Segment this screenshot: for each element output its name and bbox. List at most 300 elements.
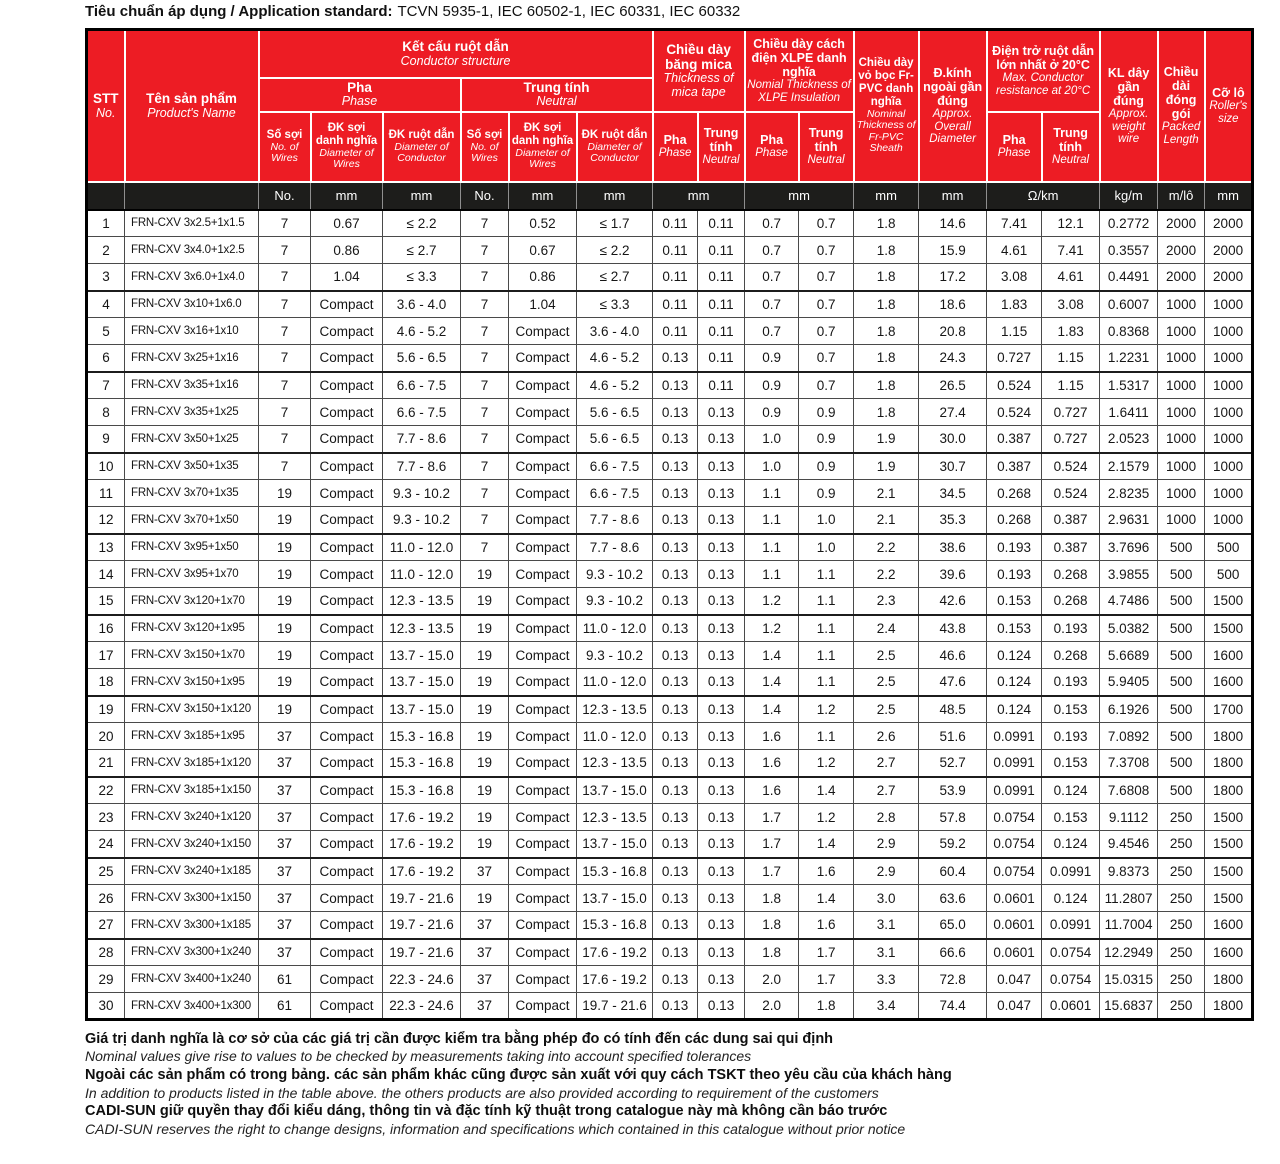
cell-phase-conductor-diameter: 7.7 - 8.6	[383, 426, 461, 453]
cell-stt: 11	[87, 480, 125, 507]
cell-weight: 7.3708	[1100, 750, 1158, 777]
cell-phase-wire-diameter: Compact	[311, 993, 383, 1020]
cell-sheath-thickness: 2.3	[854, 588, 919, 615]
cell-mica-phase: 0.13	[653, 777, 698, 804]
cell-weight: 1.2231	[1100, 345, 1158, 372]
cell-mica-phase: 0.13	[653, 480, 698, 507]
cell-overall-diameter: 63.6	[919, 885, 987, 912]
cell-roller-size: 500	[1205, 534, 1253, 561]
cell-resistance-neutral: 0.524	[1042, 453, 1100, 480]
cell-phase-conductor-diameter: 13.7 - 15.0	[383, 642, 461, 669]
cell-product-name: FRN-CXV 3x35+1x25	[125, 399, 259, 426]
cell-mica-neutral: 0.13	[698, 534, 745, 561]
cell-mica-neutral: 0.13	[698, 750, 745, 777]
cell-phase-wire-diameter: Compact	[311, 561, 383, 588]
cell-stt: 16	[87, 615, 125, 642]
cell-xlpe-phase: 1.1	[745, 534, 799, 561]
cell-neutral-wires: 37	[461, 858, 509, 885]
cell-phase-wires: 37	[259, 777, 311, 804]
cell-stt: 30	[87, 993, 125, 1020]
cell-mica-neutral: 0.13	[698, 966, 745, 993]
cell-phase-wire-diameter: 0.86	[311, 237, 383, 264]
cell-resistance-neutral: 0.193	[1042, 723, 1100, 750]
cell-neutral-wires: 19	[461, 723, 509, 750]
cell-phase-wires: 7	[259, 426, 311, 453]
cell-mica-phase: 0.13	[653, 993, 698, 1020]
col-header-resistance-phase-vi: Pha	[1002, 133, 1026, 148]
cell-roller-size: 1500	[1205, 804, 1253, 831]
cell-mica-phase: 0.13	[653, 696, 698, 723]
cell-resistance-neutral: 0.124	[1042, 831, 1100, 858]
cell-neutral-conductor-diameter: 15.3 - 16.8	[577, 858, 653, 885]
cell-neutral-wire-diameter: Compact	[509, 480, 577, 507]
cell-product-name: FRN-CXV 3x120+1x95	[125, 615, 259, 642]
cell-mica-neutral: 0.13	[698, 642, 745, 669]
cell-overall-diameter: 65.0	[919, 912, 987, 939]
cell-neutral-conductor-diameter: 13.7 - 15.0	[577, 885, 653, 912]
cell-sheath-thickness: 1.8	[854, 318, 919, 345]
col-header-sheath-en: Nominal Thickness of Fr-PVC Sheath	[856, 107, 916, 154]
cell-xlpe-neutral: 0.7	[799, 291, 854, 318]
cell-sheath-thickness: 1.8	[854, 291, 919, 318]
group-header-phase-vi: Pha	[347, 80, 372, 96]
group-header-phase-en: Phase	[341, 94, 378, 109]
cell-neutral-wires: 7	[461, 480, 509, 507]
cell-roller-size: 1000	[1205, 426, 1253, 453]
col-header-packed-length-vi: Chiều dài đóng gói	[1163, 65, 1199, 122]
footnote-vi: Ngoài các sản phẩm có trong bảng. các sản phẩm khác cũng được sản xuất với quy cách TSKT theo yêu cầu của khách hàng	[85, 1067, 952, 1084]
cell-xlpe-phase: 1.4	[745, 669, 799, 696]
cell-mica-phase: 0.13	[653, 345, 698, 372]
cell-roller-size: 1000	[1205, 480, 1253, 507]
cell-overall-diameter: 46.6	[919, 642, 987, 669]
cell-mica-neutral: 0.13	[698, 696, 745, 723]
cell-neutral-wire-diameter: Compact	[509, 723, 577, 750]
cell-neutral-wire-diameter: Compact	[509, 561, 577, 588]
col-header-overall-diameter-vi: Đ.kính ngoài gần đúng	[923, 66, 983, 109]
unit-cell: No.	[461, 182, 509, 210]
cell-neutral-wires: 7	[461, 318, 509, 345]
cell-mica-phase: 0.11	[653, 318, 698, 345]
table-row	[87, 723, 1253, 750]
cell-xlpe-neutral: 1.2	[799, 696, 854, 723]
cell-roller-size: 1500	[1205, 615, 1253, 642]
cell-mica-neutral: 0.13	[698, 426, 745, 453]
cell-xlpe-phase: 1.7	[745, 804, 799, 831]
cell-roller-size: 2000	[1205, 237, 1253, 264]
cell-neutral-conductor-diameter: 11.0 - 12.0	[577, 669, 653, 696]
col-header-stt-vi: STT	[93, 91, 119, 107]
cell-neutral-wires: 37	[461, 912, 509, 939]
cell-neutral-wires: 19	[461, 750, 509, 777]
cell-resistance-neutral: 0.0754	[1042, 966, 1100, 993]
cell-mica-neutral: 0.13	[698, 588, 745, 615]
cell-packed-length: 250	[1158, 966, 1205, 993]
col-header-product-name	[125, 30, 259, 182]
cell-neutral-conductor-diameter: 5.6 - 6.5	[577, 426, 653, 453]
cell-mica-phase: 0.13	[653, 588, 698, 615]
cell-neutral-wire-diameter: Compact	[509, 345, 577, 372]
cell-neutral-conductor-diameter: 12.3 - 13.5	[577, 804, 653, 831]
cell-resistance-neutral: 0.727	[1042, 399, 1100, 426]
cell-mica-neutral: 0.13	[698, 480, 745, 507]
cell-phase-conductor-diameter: 22.3 - 24.6	[383, 966, 461, 993]
cell-weight: 0.6007	[1100, 291, 1158, 318]
table-row	[87, 237, 1253, 264]
cell-phase-conductor-diameter: 9.3 - 10.2	[383, 507, 461, 534]
col-header-overall-diameter-en: Approx. Overall Diameter	[929, 108, 976, 145]
cell-mica-neutral: 0.11	[698, 372, 745, 399]
cell-product-name: FRN-CXV 3x120+1x70	[125, 588, 259, 615]
cell-neutral-wire-diameter: Compact	[509, 534, 577, 561]
cell-mica-neutral: 0.13	[698, 993, 745, 1020]
cell-mica-phase: 0.13	[653, 399, 698, 426]
cell-resistance-phase: 4.61	[987, 237, 1042, 264]
cell-product-name: FRN-CXV 3x70+1x35	[125, 480, 259, 507]
cell-sheath-thickness: 1.8	[854, 210, 919, 237]
cell-weight: 2.9631	[1100, 507, 1158, 534]
cell-sheath-thickness: 2.8	[854, 804, 919, 831]
unit-cell: mm	[919, 182, 987, 210]
cell-neutral-wire-diameter: Compact	[509, 318, 577, 345]
cell-neutral-conductor-diameter: 17.6 - 19.2	[577, 939, 653, 966]
cell-xlpe-phase: 1.7	[745, 858, 799, 885]
cell-xlpe-neutral: 1.6	[799, 912, 854, 939]
cell-overall-diameter: 35.3	[919, 507, 987, 534]
cell-neutral-wire-diameter: Compact	[509, 777, 577, 804]
cell-mica-phase: 0.13	[653, 507, 698, 534]
cell-roller-size: 1600	[1205, 669, 1253, 696]
col-header-overall-diameter	[919, 30, 987, 182]
cell-neutral-conductor-diameter: 11.0 - 12.0	[577, 615, 653, 642]
cell-neutral-wire-diameter: Compact	[509, 669, 577, 696]
group-header-mica-en: Thickness of mica tape	[663, 71, 734, 99]
cell-neutral-wires: 7	[461, 237, 509, 264]
cell-neutral-wire-diameter: Compact	[509, 426, 577, 453]
cell-stt: 20	[87, 723, 125, 750]
col-header-sheath-vi: Chiều dày vỏ bọc Fr-PVC danh nghĩa	[858, 57, 914, 108]
cell-product-name: FRN-CXV 3x2.5+1x1.5	[125, 210, 259, 237]
cell-product-name: FRN-CXV 3x185+1x120	[125, 750, 259, 777]
cell-mica-phase: 0.13	[653, 966, 698, 993]
cell-weight: 7.0892	[1100, 723, 1158, 750]
cell-mica-neutral: 0.13	[698, 561, 745, 588]
col-header-xlpe-phase-en: Phase	[755, 147, 788, 160]
cell-weight: 3.9855	[1100, 561, 1158, 588]
table-row	[87, 480, 1253, 507]
cell-product-name: FRN-CXV 3x150+1x70	[125, 642, 259, 669]
col-header-neutral-wire-diameter-en: Diameter of Wires	[515, 147, 570, 171]
cell-phase-wires: 37	[259, 804, 311, 831]
cell-phase-conductor-diameter: 6.6 - 7.5	[383, 372, 461, 399]
cell-phase-wires: 7	[259, 372, 311, 399]
cell-resistance-phase: 0.153	[987, 588, 1042, 615]
cell-xlpe-phase: 0.7	[745, 237, 799, 264]
cell-packed-length: 1000	[1158, 345, 1205, 372]
cell-roller-size: 1500	[1205, 885, 1253, 912]
cell-mica-phase: 0.11	[653, 264, 698, 291]
cell-phase-wire-diameter: Compact	[311, 750, 383, 777]
cell-packed-length: 250	[1158, 804, 1205, 831]
cell-mica-neutral: 0.13	[698, 615, 745, 642]
cell-resistance-phase: 0.268	[987, 480, 1042, 507]
cell-weight: 2.0523	[1100, 426, 1158, 453]
cell-overall-diameter: 17.2	[919, 264, 987, 291]
cell-mica-phase: 0.13	[653, 723, 698, 750]
cell-mica-phase: 0.11	[653, 237, 698, 264]
cell-phase-wires: 19	[259, 507, 311, 534]
cell-phase-conductor-diameter: 19.7 - 21.6	[383, 885, 461, 912]
cell-roller-size: 500	[1205, 561, 1253, 588]
cell-overall-diameter: 20.8	[919, 318, 987, 345]
cell-product-name: FRN-CXV 3x16+1x10	[125, 318, 259, 345]
cell-overall-diameter: 30.7	[919, 453, 987, 480]
unit-cell: mm	[1205, 182, 1253, 210]
group-header-mica	[653, 30, 745, 112]
cell-neutral-conductor-diameter: 12.3 - 13.5	[577, 696, 653, 723]
cell-xlpe-phase: 0.7	[745, 264, 799, 291]
cell-product-name: FRN-CXV 3x300+1x240	[125, 939, 259, 966]
col-header-packed-length-en: Packed Length	[1161, 121, 1201, 146]
cell-phase-conductor-diameter: 6.6 - 7.5	[383, 399, 461, 426]
cell-resistance-neutral: 0.0754	[1042, 939, 1100, 966]
cell-mica-phase: 0.13	[653, 372, 698, 399]
footnote-en: In addition to products listed in the table above. the others products are also provided according to requirement of the customers	[85, 1084, 879, 1101]
cell-phase-wire-diameter: 0.67	[311, 210, 383, 237]
cell-overall-diameter: 74.4	[919, 993, 987, 1020]
cell-xlpe-phase: 0.9	[745, 345, 799, 372]
cell-phase-conductor-diameter: 9.3 - 10.2	[383, 480, 461, 507]
table-row	[87, 939, 1253, 966]
cell-weight: 0.8368	[1100, 318, 1158, 345]
cell-resistance-phase: 0.0601	[987, 939, 1042, 966]
cell-phase-conductor-diameter: 15.3 - 16.8	[383, 777, 461, 804]
cell-xlpe-phase: 1.7	[745, 831, 799, 858]
unit-cell: mm	[509, 182, 577, 210]
footnotes	[85, 1030, 1251, 1139]
cell-mica-neutral: 0.13	[698, 858, 745, 885]
cell-neutral-wire-diameter: 1.04	[509, 291, 577, 318]
cell-stt: 14	[87, 561, 125, 588]
cell-resistance-phase: 0.0601	[987, 912, 1042, 939]
col-header-phase-wire-diameter	[311, 112, 383, 182]
cell-resistance-neutral: 0.268	[1042, 588, 1100, 615]
cell-xlpe-phase: 1.2	[745, 615, 799, 642]
cell-phase-conductor-diameter: 17.6 - 19.2	[383, 804, 461, 831]
cell-resistance-neutral: 0.387	[1042, 534, 1100, 561]
cell-resistance-neutral: 0.153	[1042, 696, 1100, 723]
cell-weight: 9.1112	[1100, 804, 1158, 831]
cell-roller-size: 1000	[1205, 291, 1253, 318]
cell-xlpe-neutral: 1.2	[799, 804, 854, 831]
cell-phase-wires: 37	[259, 885, 311, 912]
cell-mica-neutral: 0.13	[698, 777, 745, 804]
cell-overall-diameter: 43.8	[919, 615, 987, 642]
cell-roller-size: 2000	[1205, 264, 1253, 291]
col-header-xlpe-neutral-vi: Trung tính	[808, 126, 844, 155]
col-header-roller-size-vi: Cỡ lô	[1212, 86, 1245, 101]
cell-mica-neutral: 0.13	[698, 831, 745, 858]
cell-product-name: FRN-CXV 3x4.0+1x2.5	[125, 237, 259, 264]
cell-neutral-wire-diameter: Compact	[509, 750, 577, 777]
cell-resistance-phase: 0.0991	[987, 777, 1042, 804]
unit-cell: mm	[653, 182, 745, 210]
table-header	[87, 30, 1253, 210]
cell-phase-wires: 37	[259, 912, 311, 939]
cell-sheath-thickness: 1.8	[854, 345, 919, 372]
cell-neutral-wires: 7	[461, 507, 509, 534]
cell-roller-size: 2000	[1205, 210, 1253, 237]
col-header-sheath	[854, 30, 919, 182]
cell-product-name: FRN-CXV 3x240+1x120	[125, 804, 259, 831]
unit-cell	[125, 182, 259, 210]
cell-roller-size: 1000	[1205, 453, 1253, 480]
unit-cell: No.	[259, 182, 311, 210]
cell-resistance-neutral: 0.153	[1042, 804, 1100, 831]
cell-phase-wire-diameter: Compact	[311, 696, 383, 723]
cell-resistance-phase: 0.0601	[987, 885, 1042, 912]
cell-xlpe-phase: 1.2	[745, 588, 799, 615]
table-row	[87, 453, 1253, 480]
cell-mica-phase: 0.11	[653, 210, 698, 237]
cell-resistance-phase: 1.15	[987, 318, 1042, 345]
cell-product-name: FRN-CXV 3x400+1x300	[125, 993, 259, 1020]
cell-neutral-conductor-diameter: ≤ 1.7	[577, 210, 653, 237]
cell-xlpe-phase: 1.6	[745, 750, 799, 777]
cell-xlpe-neutral: 1.0	[799, 507, 854, 534]
cell-neutral-conductor-diameter: 17.6 - 19.2	[577, 966, 653, 993]
cell-sheath-thickness: 2.2	[854, 561, 919, 588]
cell-mica-phase: 0.13	[653, 804, 698, 831]
col-header-phase-conductor-diameter	[383, 112, 461, 182]
cell-resistance-phase: 0.524	[987, 399, 1042, 426]
table-row	[87, 669, 1253, 696]
col-header-mica-phase-en: Phase	[658, 147, 692, 160]
cell-mica-neutral: 0.11	[698, 210, 745, 237]
cell-sheath-thickness: 1.8	[854, 399, 919, 426]
cell-stt: 28	[87, 939, 125, 966]
cell-neutral-wire-diameter: Compact	[509, 912, 577, 939]
col-header-stt	[87, 30, 125, 182]
cell-phase-conductor-diameter: 12.3 - 13.5	[383, 615, 461, 642]
col-header-weight-en: Approx. weight wire	[1108, 108, 1149, 145]
cell-overall-diameter: 51.6	[919, 723, 987, 750]
cell-phase-wire-diameter: Compact	[311, 939, 383, 966]
cell-resistance-neutral: 1.15	[1042, 345, 1100, 372]
cell-weight: 11.7004	[1100, 912, 1158, 939]
cell-product-name: FRN-CXV 3x6.0+1x4.0	[125, 264, 259, 291]
cell-neutral-conductor-diameter: 9.3 - 10.2	[577, 588, 653, 615]
cell-xlpe-neutral: 1.1	[799, 642, 854, 669]
cell-neutral-wire-diameter: Compact	[509, 615, 577, 642]
cell-xlpe-neutral: 0.9	[799, 453, 854, 480]
cell-resistance-neutral: 0.268	[1042, 561, 1100, 588]
cell-phase-wire-diameter: Compact	[311, 804, 383, 831]
cell-neutral-wire-diameter: Compact	[509, 885, 577, 912]
cell-sheath-thickness: 3.1	[854, 912, 919, 939]
cell-packed-length: 500	[1158, 561, 1205, 588]
col-header-resistance-neutral	[1042, 112, 1100, 182]
cell-phase-conductor-diameter: 19.7 - 21.6	[383, 939, 461, 966]
cell-roller-size: 1500	[1205, 588, 1253, 615]
unit-cell: mm	[383, 182, 461, 210]
cell-sheath-thickness: 2.5	[854, 696, 919, 723]
cell-stt: 23	[87, 804, 125, 831]
cell-packed-length: 250	[1158, 993, 1205, 1020]
table-row	[87, 210, 1253, 237]
cell-xlpe-phase: 1.8	[745, 939, 799, 966]
cell-weight: 6.1926	[1100, 696, 1158, 723]
cell-overall-diameter: 48.5	[919, 696, 987, 723]
cell-xlpe-phase: 0.9	[745, 399, 799, 426]
unit-cell	[87, 182, 125, 210]
col-header-neutral-wires-en: No. of Wires	[470, 140, 499, 164]
cell-mica-phase: 0.13	[653, 858, 698, 885]
cell-overall-diameter: 30.0	[919, 426, 987, 453]
cell-product-name: FRN-CXV 3x400+1x240	[125, 966, 259, 993]
cell-phase-wire-diameter: Compact	[311, 372, 383, 399]
footnote-vi: CADI-SUN giữ quyền thay đổi kiểu dáng, thông tin và đặc tính kỹ thuật trong catalogue này mà không cần báo trước	[85, 1103, 888, 1120]
cell-phase-conductor-diameter: 3.6 - 4.0	[383, 291, 461, 318]
cell-packed-length: 250	[1158, 939, 1205, 966]
cell-neutral-wires: 7	[461, 534, 509, 561]
cell-stt: 1	[87, 210, 125, 237]
cell-xlpe-phase: 1.8	[745, 912, 799, 939]
cell-neutral-wire-diameter: Compact	[509, 966, 577, 993]
cell-roller-size: 1000	[1205, 318, 1253, 345]
table-row	[87, 372, 1253, 399]
cell-product-name: FRN-CXV 3x25+1x16	[125, 345, 259, 372]
cell-phase-wire-diameter: Compact	[311, 480, 383, 507]
cell-phase-conductor-diameter: 19.7 - 21.6	[383, 912, 461, 939]
cell-phase-wire-diameter: Compact	[311, 669, 383, 696]
cell-neutral-wires: 19	[461, 831, 509, 858]
cell-neutral-conductor-diameter: 4.6 - 5.2	[577, 345, 653, 372]
cell-sheath-thickness: 2.5	[854, 669, 919, 696]
cell-resistance-neutral: 0.387	[1042, 507, 1100, 534]
col-header-xlpe-neutral	[799, 112, 854, 182]
cell-overall-diameter: 18.6	[919, 291, 987, 318]
table-row	[87, 993, 1253, 1020]
group-header-xlpe-vi: Chiều dày cách điện XLPE danh nghĩa	[751, 37, 847, 80]
cell-resistance-neutral: 4.61	[1042, 264, 1100, 291]
cell-sheath-thickness: 3.0	[854, 885, 919, 912]
cell-xlpe-neutral: 0.9	[799, 399, 854, 426]
cell-phase-conductor-diameter: ≤ 2.7	[383, 237, 461, 264]
cell-neutral-wires: 19	[461, 669, 509, 696]
col-header-neutral-conductor-diameter	[577, 112, 653, 182]
cell-packed-length: 1000	[1158, 507, 1205, 534]
cell-sheath-thickness: 3.3	[854, 966, 919, 993]
cell-phase-wire-diameter: Compact	[311, 777, 383, 804]
cell-neutral-wires: 7	[461, 264, 509, 291]
cell-roller-size: 1800	[1205, 993, 1253, 1020]
cell-overall-diameter: 14.6	[919, 210, 987, 237]
cell-product-name: FRN-CXV 3x240+1x150	[125, 831, 259, 858]
table-row	[87, 696, 1253, 723]
cell-resistance-neutral: 0.727	[1042, 426, 1100, 453]
cell-phase-wire-diameter: Compact	[311, 885, 383, 912]
cell-neutral-wire-diameter: Compact	[509, 804, 577, 831]
cell-weight: 15.6837	[1100, 993, 1158, 1020]
cell-resistance-phase: 0.047	[987, 993, 1042, 1020]
cell-resistance-phase: 0.0754	[987, 804, 1042, 831]
cell-neutral-conductor-diameter: 12.3 - 13.5	[577, 750, 653, 777]
cell-xlpe-phase: 0.9	[745, 372, 799, 399]
cell-neutral-conductor-diameter: 6.6 - 7.5	[577, 453, 653, 480]
cell-phase-wire-diameter: Compact	[311, 534, 383, 561]
cell-resistance-phase: 0.193	[987, 561, 1042, 588]
